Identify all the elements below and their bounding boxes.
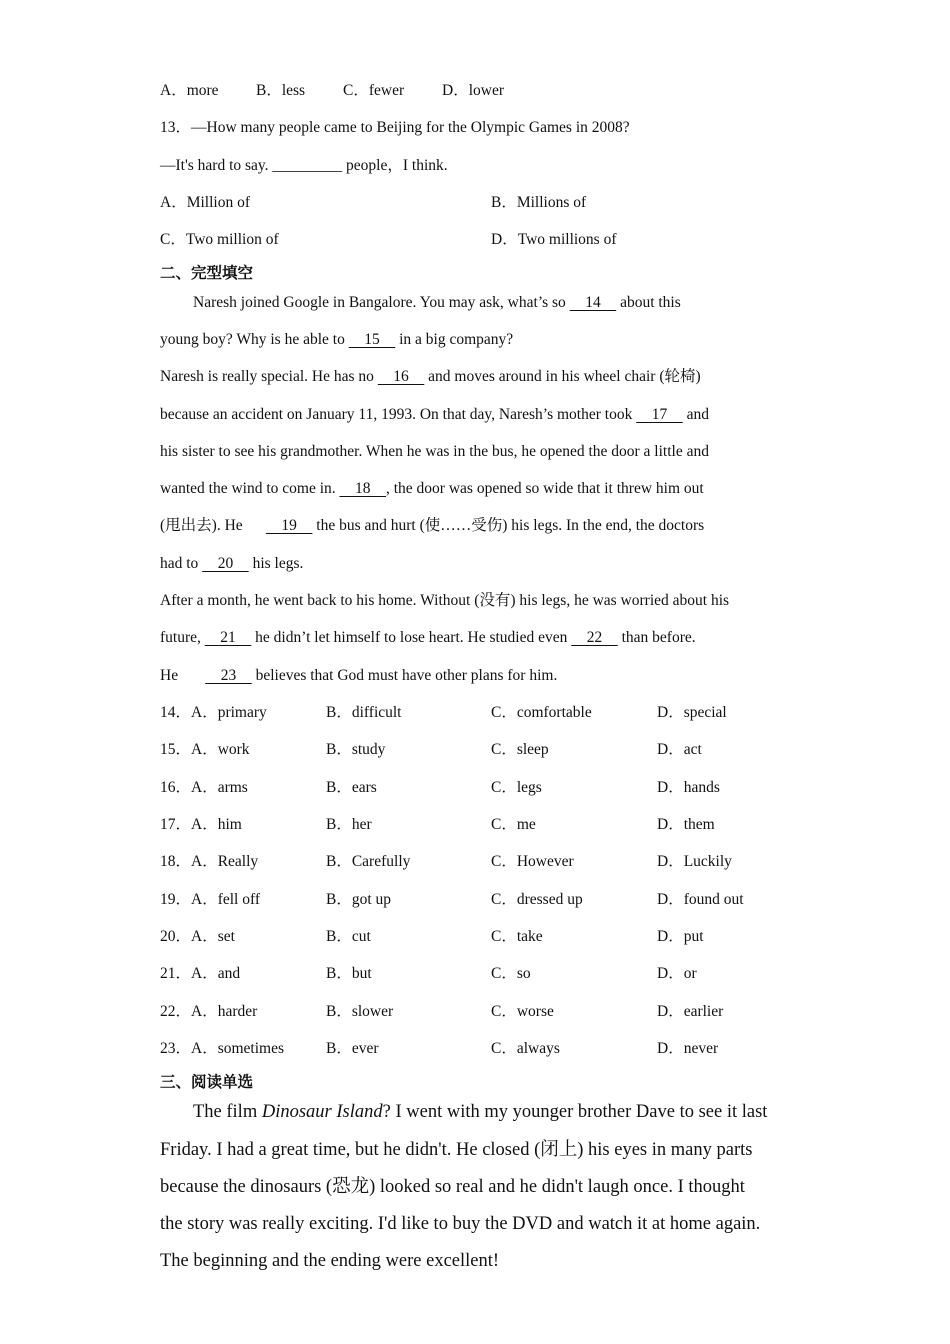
passage-line-10 — [160, 628, 696, 648]
q13-answer-post: people，I think. — [342, 157, 448, 174]
section2-heading: 二、完型填空 — [160, 264, 254, 282]
q13-question: 13．—How many people came to Beijing for the Olympic Games in 2008? — [160, 119, 630, 136]
reading-line-1 — [193, 1100, 767, 1124]
q16-option-a: 16．A．arms — [160, 779, 248, 796]
passage-line-11 — [160, 666, 557, 686]
q21-option-b: B．but — [326, 965, 372, 982]
q13-answer-blank: _________ — [272, 157, 343, 174]
passage-text: than before. — [621, 629, 696, 646]
passage-text: his legs. — [252, 555, 304, 572]
passage-line-9: After a month, he went back to his home. Without (没有) his legs, he was worried about his — [160, 592, 730, 609]
passage-line-5: his sister to see his grandmother. When he was in the bus, he opened the door a little and — [160, 443, 709, 460]
passage-text: young boy? Why is he able to — [160, 331, 349, 348]
q23-option-a: 23．A．sometimes — [160, 1040, 284, 1057]
passage-line-4 — [160, 405, 709, 425]
q20-option-c: C．take — [491, 928, 543, 945]
q18-option-c: C．However — [491, 853, 574, 870]
q12-option-a: A．more — [160, 82, 219, 99]
q23-option-b: B．ever — [326, 1040, 379, 1057]
q12-option-d: D．lower — [442, 82, 504, 99]
film-title: Dinosaur Island — [261, 1102, 383, 1122]
passage-text: (甩出去). He — [160, 517, 247, 534]
passage-text: believes that God must have other plans for him. — [255, 667, 558, 684]
q21-option-a: 21．A．and — [160, 965, 241, 982]
q13-option-d: D．Two millions of — [491, 231, 617, 248]
passage-text: future, — [160, 629, 205, 646]
passage-text: he didn’t let himself to lose heart. He studied even — [255, 629, 572, 646]
q18-option-d: D．Luckily — [657, 853, 732, 870]
q16-option-c: C．legs — [491, 779, 542, 796]
passage-text: Naresh is really special. He has no — [160, 368, 378, 385]
passage-text: Naresh joined Google in Bangalore. You may ask, what’s so — [193, 294, 570, 311]
reading-line-4: the story was really exciting. I'd like to buy the DVD and watch it at home again. — [160, 1214, 761, 1234]
q19-option-d: D．found out — [657, 891, 744, 908]
q13-answer-line — [160, 156, 448, 176]
q15-option-a: 15．A．work — [160, 741, 250, 758]
blank-22: 22 — [571, 629, 618, 646]
q20-option-d: D．put — [657, 928, 704, 945]
reading-text: ? I went with my younger brother Dave to see it last — [382, 1102, 768, 1122]
q14-option-c: C．comfortable — [491, 704, 592, 721]
passage-text: about this — [620, 294, 681, 311]
passage-line-3 — [160, 367, 701, 387]
reading-line-3: because the dinosaurs (恐龙) looked so real and he didn't laugh once. I thought — [160, 1177, 745, 1197]
passage-text: He — [160, 667, 182, 684]
q19-option-a: 19．A．fell off — [160, 891, 261, 908]
q15-option-d: D．act — [657, 741, 702, 758]
passage-line-7 — [160, 516, 704, 536]
passage-text: wanted the wind to come in. — [160, 480, 340, 497]
q21-option-d: D．or — [657, 965, 697, 982]
reading-line-5: The beginning and the ending were excellent! — [160, 1251, 500, 1271]
q15-option-c: C．sleep — [491, 741, 549, 758]
q12-option-b: B．less — [256, 82, 306, 99]
section3-heading: 三、阅读单选 — [160, 1073, 254, 1091]
q17-option-a: 17．A．him — [160, 816, 242, 833]
q19-option-b: B．got up — [326, 891, 392, 908]
q16-option-d: D．hands — [657, 779, 720, 796]
q23-option-c: C．always — [491, 1040, 560, 1057]
q14-option-b: B．difficult — [326, 704, 402, 721]
q12-option-c: C．fewer — [343, 82, 405, 99]
q20-option-a: 20．A．set — [160, 928, 235, 945]
q22-option-d: D．earlier — [657, 1003, 724, 1020]
blank-18: 18 — [339, 480, 386, 497]
q19-option-c: C．dressed up — [491, 891, 583, 908]
q17-option-c: C．me — [491, 816, 536, 833]
passage-line-6 — [160, 479, 704, 499]
q17-option-d: D．them — [657, 816, 715, 833]
q22-option-a: 22．A．harder — [160, 1003, 258, 1020]
q18-option-a: 18．A．Really — [160, 853, 259, 870]
blank-19: 19 — [265, 517, 313, 534]
blank-21: 21 — [204, 629, 252, 646]
q13-option-a: A．Million of — [160, 194, 250, 211]
q15-option-b: B．study — [326, 741, 386, 758]
blank-17: 17 — [636, 406, 683, 423]
passage-text: in a big company? — [399, 331, 514, 348]
q13-answer-pre: —It's hard to say. — [160, 157, 273, 174]
q14-option-d: D．special — [657, 704, 727, 721]
passage-text: the bus and hurt (使……受伤) his legs. In the end, the doctors — [316, 517, 705, 534]
q13-option-c: C．Two million of — [160, 231, 279, 248]
q13-option-b: B．Millions of — [491, 194, 587, 211]
reading-line-2: Friday. I had a great time, but he didn't. He closed (闭上) his eyes in many parts — [160, 1140, 753, 1160]
q23-option-d: D．never — [657, 1040, 719, 1057]
passage-line-8 — [160, 554, 303, 574]
passage-text: and moves around in his wheel chair (轮椅) — [428, 368, 701, 385]
reading-text: The film — [193, 1102, 262, 1122]
q17-option-b: B．her — [326, 816, 372, 833]
blank-16: 16 — [377, 368, 425, 385]
passage-line-1 — [193, 293, 681, 313]
q22-option-c: C．worse — [491, 1003, 554, 1020]
blank-14: 14 — [569, 294, 617, 311]
passage-text: , the door was opened so wide that it threw him out — [386, 480, 704, 497]
q22-option-b: B．slower — [326, 1003, 394, 1020]
blank-20: 20 — [202, 555, 249, 572]
q21-option-c: C．so — [491, 965, 531, 982]
q14-option-a: 14．A．primary — [160, 704, 267, 721]
q18-option-b: B．Carefully — [326, 853, 411, 870]
passage-text: had to — [160, 555, 203, 572]
blank-15: 15 — [348, 331, 396, 348]
passage-text: and — [686, 406, 709, 423]
passage-text: because an accident on January 11, 1993. On that day, Naresh’s mother took — [160, 406, 637, 423]
passage-line-2 — [160, 330, 513, 350]
q20-option-b: B．cut — [326, 928, 371, 945]
blank-23: 23 — [205, 667, 252, 684]
q16-option-b: B．ears — [326, 779, 377, 796]
